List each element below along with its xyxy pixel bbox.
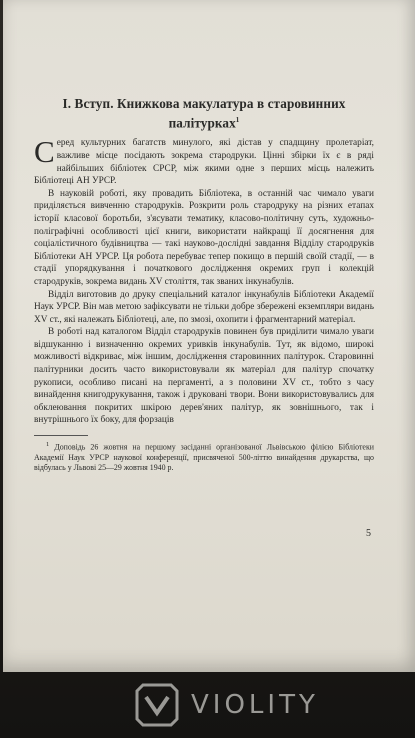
watermark xyxy=(133,680,319,730)
heading-footnote-mark: 1 xyxy=(235,116,240,124)
paragraph-1-text: еред культурних багатств минулого, які дістав у спадщину пролетаріат, важливе місце посідають зокрема стародруки. Цінні збірки їх є в ряді найбільших бібліотек СРСР, між якими одне з перших місць належить Бібліотеці АН УРСР. xyxy=(34,138,374,187)
footnote-mark: 1 xyxy=(46,441,50,449)
drop-cap: С xyxy=(34,134,55,170)
footnote-text: Доповідь 26 жовтня на першому засіданні організованої Львівською філією Бібліотеки Академії Наук УРСР наукової конференції, присвяченої 500-літтю винайдення друкарства, що відбулась у Львові 25—29 жовтня 1940 р. xyxy=(34,442,374,473)
page-content xyxy=(34,95,374,473)
body-text xyxy=(34,134,374,427)
footnote xyxy=(34,440,374,473)
paragraph-1 xyxy=(34,134,374,187)
paragraph-2: В науковій роботі, яку провадить Бібліотека, в останній час чимало уваги приділяється вивченню стародруків. Розкрити роль стародруку на різних етапах історії класової боротьби, з'ясувати тематику, класово-політичну суть, художньо-поліграфічні особливості цієї книги, використати найкращі її досягнення для соціалістичного будівництва — такі науково-дослідні завдання Відділу стародруків Бібліотеки АН УРСР. Ця робота перебуває тепер покищо в першій своїй стадії, — в стадії упорядкування і початкового дослідження окремих груп і колекцій стародруків, зокрема видань XV століття, так званих інкунабулів. xyxy=(34,188,374,287)
page-number: 5 xyxy=(366,528,371,539)
heading-line-1: І. Вступ. Книжкова макулатура в старовинних xyxy=(62,96,346,111)
chapter-heading xyxy=(34,95,374,131)
footnote-divider xyxy=(34,435,88,436)
paragraph-4: В роботі над каталогом Відділ стародруків повинен був приділити чимало уваги відшуканню і визначенню окремих уривків інкунабулів. Тут, як відомо, широкі можливості відкриває, між іншим, дослідження старовинних палітурок. Старовинні палітурники досить часто використовували як матеріал для палітур спочатку рукописи, особливо писані на пергаменті, а з половини XV ст., тобто з часу винайдення книгодрукування, також і друковані твори. Вони використовувались для обклеювання покритих шкірою дерев'яних палітур, як зовнішнього, так і внутрішнього їх боку, для форзаців xyxy=(34,327,374,426)
watermark-text: VIOLITY xyxy=(191,690,319,720)
violity-logo-icon xyxy=(133,681,181,729)
paragraph-3: Відділ виготовив до друку спеціальний каталог інкунабулів Бібліотеки Академії Наук УРСР. Він мав метою зафіксувати не тільки добре збережені екземпляри видань XV ст., які належать Бібліотеці, але, по змозі, охопити і фрагментарний матеріал. xyxy=(34,289,374,325)
book-page xyxy=(3,0,415,672)
heading-line-2: палітурках xyxy=(168,115,236,131)
